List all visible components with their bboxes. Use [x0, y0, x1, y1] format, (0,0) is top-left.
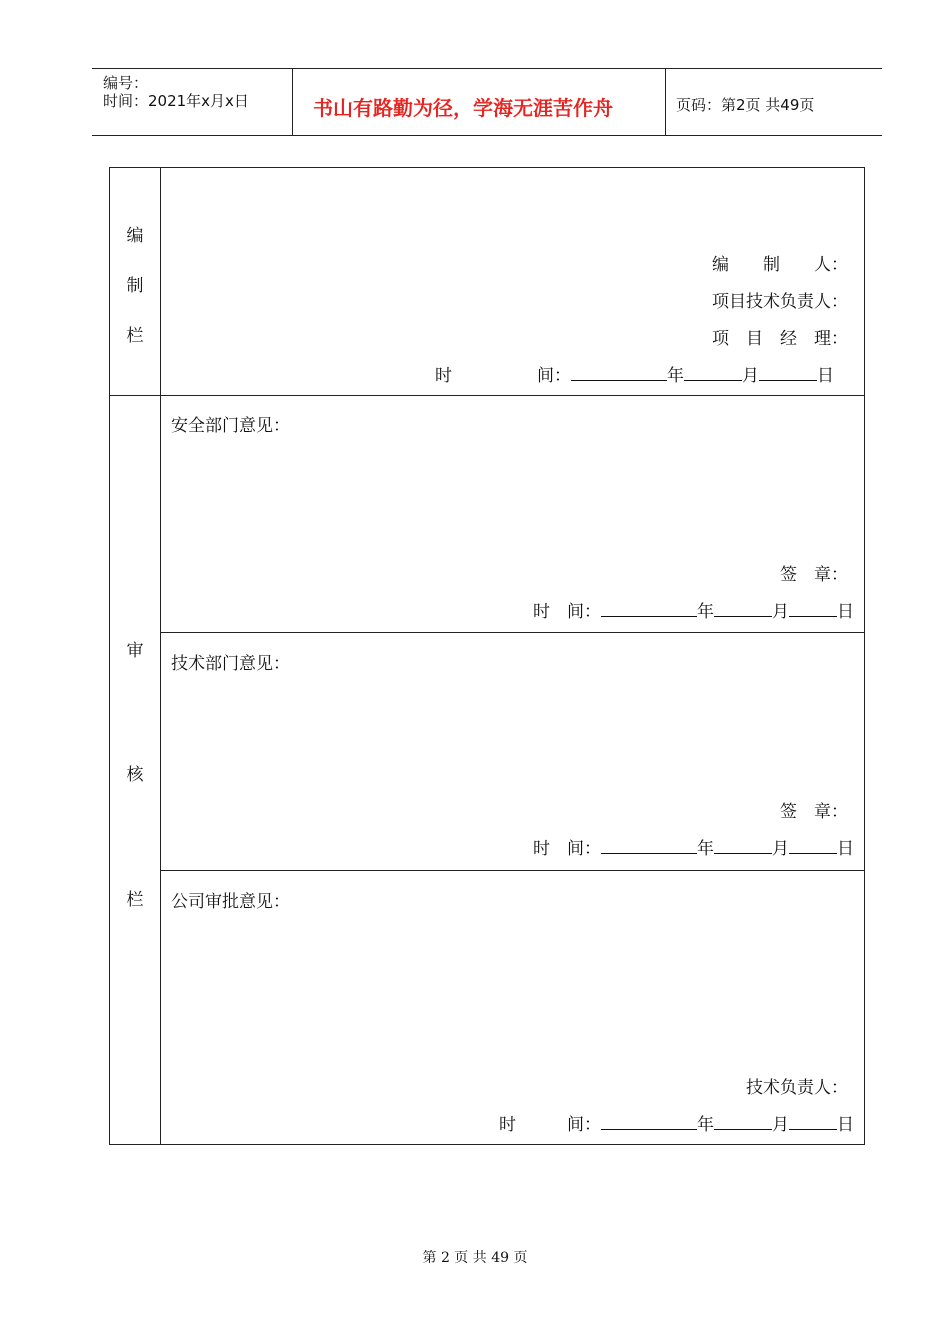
safety-opinion-cell[interactable]: [161, 396, 865, 633]
day-label: 日: [837, 602, 854, 622]
month-label: 月: [772, 839, 789, 860]
day-blank[interactable]: [789, 837, 837, 854]
motto-banner: 书山有路勤为径，学海无涯苦作舟: [313, 96, 613, 120]
compile-side-char: 制: [126, 276, 144, 296]
header-top-rule: [92, 68, 882, 69]
safety-sign-label: 签 章：: [780, 565, 848, 585]
safety-date-line: [533, 597, 854, 622]
company-opinion-title: 公司审批意见：: [171, 891, 290, 912]
review-side-char: 核: [126, 765, 144, 785]
compile-content-cell: [161, 168, 865, 396]
month-label: 月: [772, 1114, 789, 1135]
header-divider-left: [292, 68, 293, 136]
month-label: 月: [742, 366, 759, 386]
tech-opinion-title: 技术部门意见：: [171, 654, 290, 675]
day-blank[interactable]: [759, 364, 817, 381]
review-side-label: [110, 396, 161, 1145]
compile-side-char: 编: [126, 226, 144, 246]
approval-form-table: [109, 167, 865, 1145]
year-blank[interactable]: [601, 837, 697, 854]
review-side-char: 审: [126, 641, 144, 661]
year-blank[interactable]: [601, 600, 697, 617]
day-blank[interactable]: [789, 1113, 837, 1130]
page-number-label: 页码：第2页 共49页: [676, 96, 815, 114]
project-manager-label: 项 目 经 理：: [712, 329, 848, 349]
tech-sign-label: 签 章：: [780, 802, 848, 823]
day-label: 日: [817, 366, 834, 386]
compile-side-char: 栏: [126, 326, 144, 346]
compile-side-label: [110, 168, 161, 396]
company-tech-lead-label: 技术负责人：: [746, 1077, 848, 1098]
year-label: 年: [667, 366, 684, 386]
year-blank[interactable]: [601, 1113, 697, 1130]
month-blank[interactable]: [684, 364, 742, 381]
month-blank[interactable]: [714, 1113, 772, 1130]
header-bottom-rule: [92, 135, 882, 136]
compiler-label: 编 制 人：: [712, 255, 848, 275]
document-time-label: 时间：2021年x月x日: [103, 92, 249, 110]
safety-opinion-title: 安全部门意见：: [171, 416, 290, 436]
year-label: 年: [697, 602, 714, 622]
compile-time-label: 时 间：: [435, 366, 571, 386]
year-label: 年: [697, 839, 714, 860]
company-time-label: 时 间：: [499, 1114, 601, 1135]
tech-review-row: [110, 633, 865, 870]
year-blank[interactable]: [571, 364, 667, 381]
header-divider-right: [665, 68, 666, 136]
compile-date-line: [435, 361, 834, 386]
safety-review-row: [110, 396, 865, 633]
company-opinion-cell[interactable]: [161, 870, 865, 1144]
tech-date-line: [533, 834, 854, 859]
day-blank[interactable]: [789, 600, 837, 617]
month-blank[interactable]: [714, 837, 772, 854]
project-tech-lead-label: 项目技术负责人：: [712, 292, 848, 312]
company-review-row: [110, 870, 865, 1144]
day-label: 日: [837, 1114, 854, 1135]
month-label: 月: [772, 602, 789, 622]
review-side-char: 栏: [126, 890, 144, 910]
day-label: 日: [837, 839, 854, 860]
tech-opinion-cell[interactable]: [161, 633, 865, 870]
month-blank[interactable]: [714, 600, 772, 617]
footer-page-number: 第 2 页 共 49 页: [422, 1250, 528, 1266]
company-date-line: [499, 1110, 854, 1135]
tech-time-label: 时 间：: [533, 839, 601, 860]
compile-row: [110, 168, 865, 396]
safety-time-label: 时 间：: [533, 602, 601, 622]
year-label: 年: [697, 1114, 714, 1135]
document-number-label: 编号：: [103, 74, 149, 92]
